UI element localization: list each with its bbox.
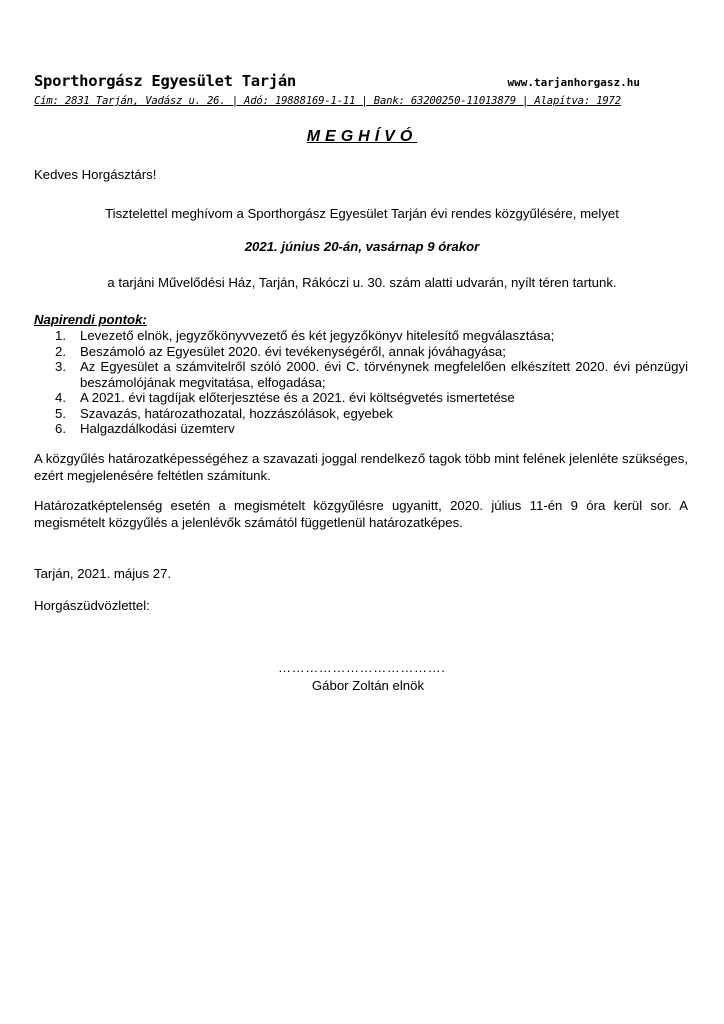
- agenda-item-text: Az Egyesület a számvitelről szóló 2000. évi C. törvénynek megfelelően elkészített 2020. évi pénzügyi beszámolójának megvitatása, elfogadása;: [80, 359, 688, 390]
- agenda-list: [0, 328, 724, 437]
- organization-website: www.tarjanhorgasz.hu: [507, 76, 640, 89]
- closing-salutation: Horgászüdvözlettel:: [34, 598, 150, 613]
- agenda-heading: Napirendi pontok:: [34, 312, 147, 327]
- invitation-line: Tisztelettel meghívom a Sporthorgász Egyesület Tarján évi rendes közgyűlésére, melyet: [105, 206, 619, 221]
- quorum-paragraph: A közgyűlés határozatképességéhez a szavazati joggal rendelkező tagok több mint felének jelenléte szükséges, ezért megjelenésére feltétlen számítunk.: [34, 451, 688, 483]
- agenda-item: [0, 359, 724, 390]
- greeting: Kedves Horgásztárs!: [34, 167, 157, 182]
- agenda-item: [0, 406, 724, 422]
- event-date-time: 2021. június 20-án, vasárnap 9 órakor: [244, 239, 480, 254]
- place-and-date: Tarján, 2021. május 27.: [34, 566, 172, 581]
- agenda-item: [0, 328, 724, 344]
- agenda-item-text: Szavazás, határozathozatal, hozzászólások, egyebek: [80, 405, 394, 421]
- signatory-name: Gábor Zoltán elnök: [311, 678, 425, 693]
- organization-info-line: Cím: 2831 Tarján, Vadász u. 26. | Adó: 19888169-1-11 | Bank: 63200250-11013879 | Alapítva: 1972: [34, 95, 621, 107]
- agenda-item-number: 6.: [55, 421, 66, 436]
- agenda-item-text: Beszámoló az Egyesület 2020. évi tevékenységéről, annak jóváhagyása;: [80, 343, 506, 359]
- agenda-item: [0, 344, 724, 360]
- agenda-item: [0, 421, 724, 437]
- organization-name: Sporthorgász Egyesület Tarján: [34, 72, 296, 90]
- agenda-item-number: 1.: [55, 328, 66, 343]
- agenda-item-number: 3.: [55, 359, 66, 374]
- repeat-meeting-paragraph: Határozatképtelenség esetén a megismételt közgyűlésre ugyanitt, 2020. július 11-én 9 óra kerül sor. A megismételt közgyűlés a jelenlévők számától függetlenül határozatképes.: [34, 498, 688, 530]
- event-location: a tarjáni Művelődési Ház, Tarján, Rákóczi u. 30. szám alatti udvarán, nyílt téren tartunk.: [107, 275, 617, 290]
- agenda-item-text: Levezető elnök, jegyzőkönyvvezető és két jegyzőkönyv hitelesítő megválasztása;: [80, 328, 555, 343]
- signature-line: ……………………………….: [278, 660, 446, 675]
- document-title: MEGHÍVÓ: [306, 128, 418, 145]
- agenda-item-number: 4.: [55, 390, 66, 405]
- agenda-item-number: 2.: [55, 343, 66, 359]
- agenda-item: [0, 390, 724, 406]
- agenda-item-text: Halgazdálkodási üzemterv: [80, 421, 235, 436]
- agenda-item-number: 5.: [55, 405, 66, 421]
- agenda-item-text: A 2021. évi tagdíjak előterjesztése és a 2021. évi költségvetés ismertetése: [80, 390, 515, 405]
